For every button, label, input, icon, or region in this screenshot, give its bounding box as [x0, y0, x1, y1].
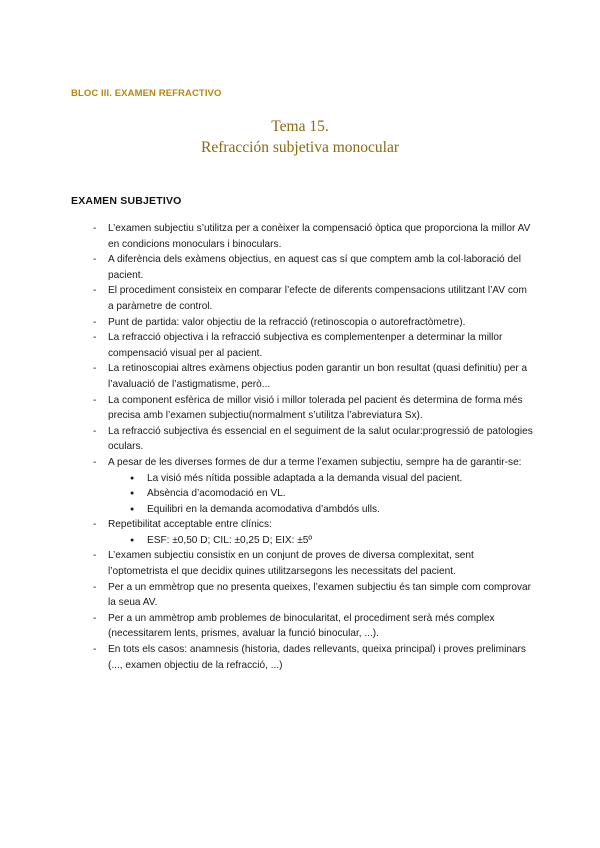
title-line-2: Refracción subjetiva monocular	[201, 139, 399, 156]
list-item-text: Repetibilitat acceptable entre clínics:	[108, 519, 272, 531]
list-item-text: A pesar de les diverses formes de dur a terme l’examen subjectiu, sempre ha de garantir-se:	[108, 456, 522, 468]
sublist-item: ● ESF: ±0,50 D; CIL: ±0,25 D; EIX: ±5º	[130, 533, 533, 549]
list-item: - La retinoscopiai altres exàmens objectius poden garantir un bon resultat (quasi definitiu) per a l’avaluació de l’astigmatisme, però...	[93, 361, 533, 392]
list-item: - A diferència dels exàmens objectius, en aquest cas sí que comptem amb la col·laboració del pacient.	[93, 252, 533, 283]
list-item: - La refracció subjectiva és essencial en el seguiment de la salut ocular:progressió de patologies oculars.	[93, 424, 533, 455]
page-title	[0, 116, 600, 158]
sublist-garantir	[108, 471, 533, 518]
list-item: - Punt de partida: valor objectiu de la refracció (retinoscopia o autorefractòmetre).	[93, 315, 533, 331]
sublist-item: ● Absència d’acomodació en VL.	[130, 486, 533, 502]
main-list	[93, 221, 533, 673]
list-item: - L’examen subjectiu consistix en un conjunt de proves de diversa complexitat, sent l’optometrista el que decidix quines utilitzarsegons les necessitats del pacient.	[93, 548, 533, 579]
list-item: - La component esfèrica de millor visió i millor tolerada pel pacient és determina de forma més precisa amb l’examen subjectiu(normalment s’utilitza l’abreviatura Sx).	[93, 393, 533, 424]
list-item: - L’examen subjectiu s’utilitza per a conèixer la compensació òptica que proporciona la millor AV en condicions monoculars i binoculars.	[93, 221, 533, 252]
sublist-repetibilitat	[108, 533, 533, 549]
list-item-repetibilitat	[93, 517, 533, 548]
list-item-garantir	[93, 455, 533, 517]
content-body	[93, 221, 533, 673]
sublist-item: ● Equilibri en la demanda acomodativa d’ambdós ulls.	[130, 502, 533, 518]
list-item: - Per a un ammètrop amb problemes de binocularitat, el procediment serà més complex (necessitarem lents, prismes, avaluar la funció binocular, ...).	[93, 611, 533, 642]
title-line-1: Tema 15.	[271, 118, 329, 135]
list-item: - En tots els casos: anamnesis (historia, dades rellevants, queixa principal) i proves preliminars (..., examen objectiu de la refracció, ...)	[93, 642, 533, 673]
list-item: - Per a un emmètrop que no presenta queixes, l’examen subjectiu és tan simple com comprovar la seua AV.	[93, 580, 533, 611]
sublist-item: ● La visió més nítida possible adaptada a la demanda visual del pacient.	[130, 471, 533, 487]
list-item: - El procediment consisteix en comparar l’efecte de diferents compensacions utilitzant l’AV com a paràmetre de control.	[93, 283, 533, 314]
block-label: BLOC III. EXAMEN REFRACTIVO	[71, 88, 222, 99]
list-item: - La refracció objectiva i la refracció subjectiva es complementenper a determinar la millor compensació visual per al pacient.	[93, 330, 533, 361]
section-title: EXAMEN SUBJETIVO	[71, 195, 182, 207]
